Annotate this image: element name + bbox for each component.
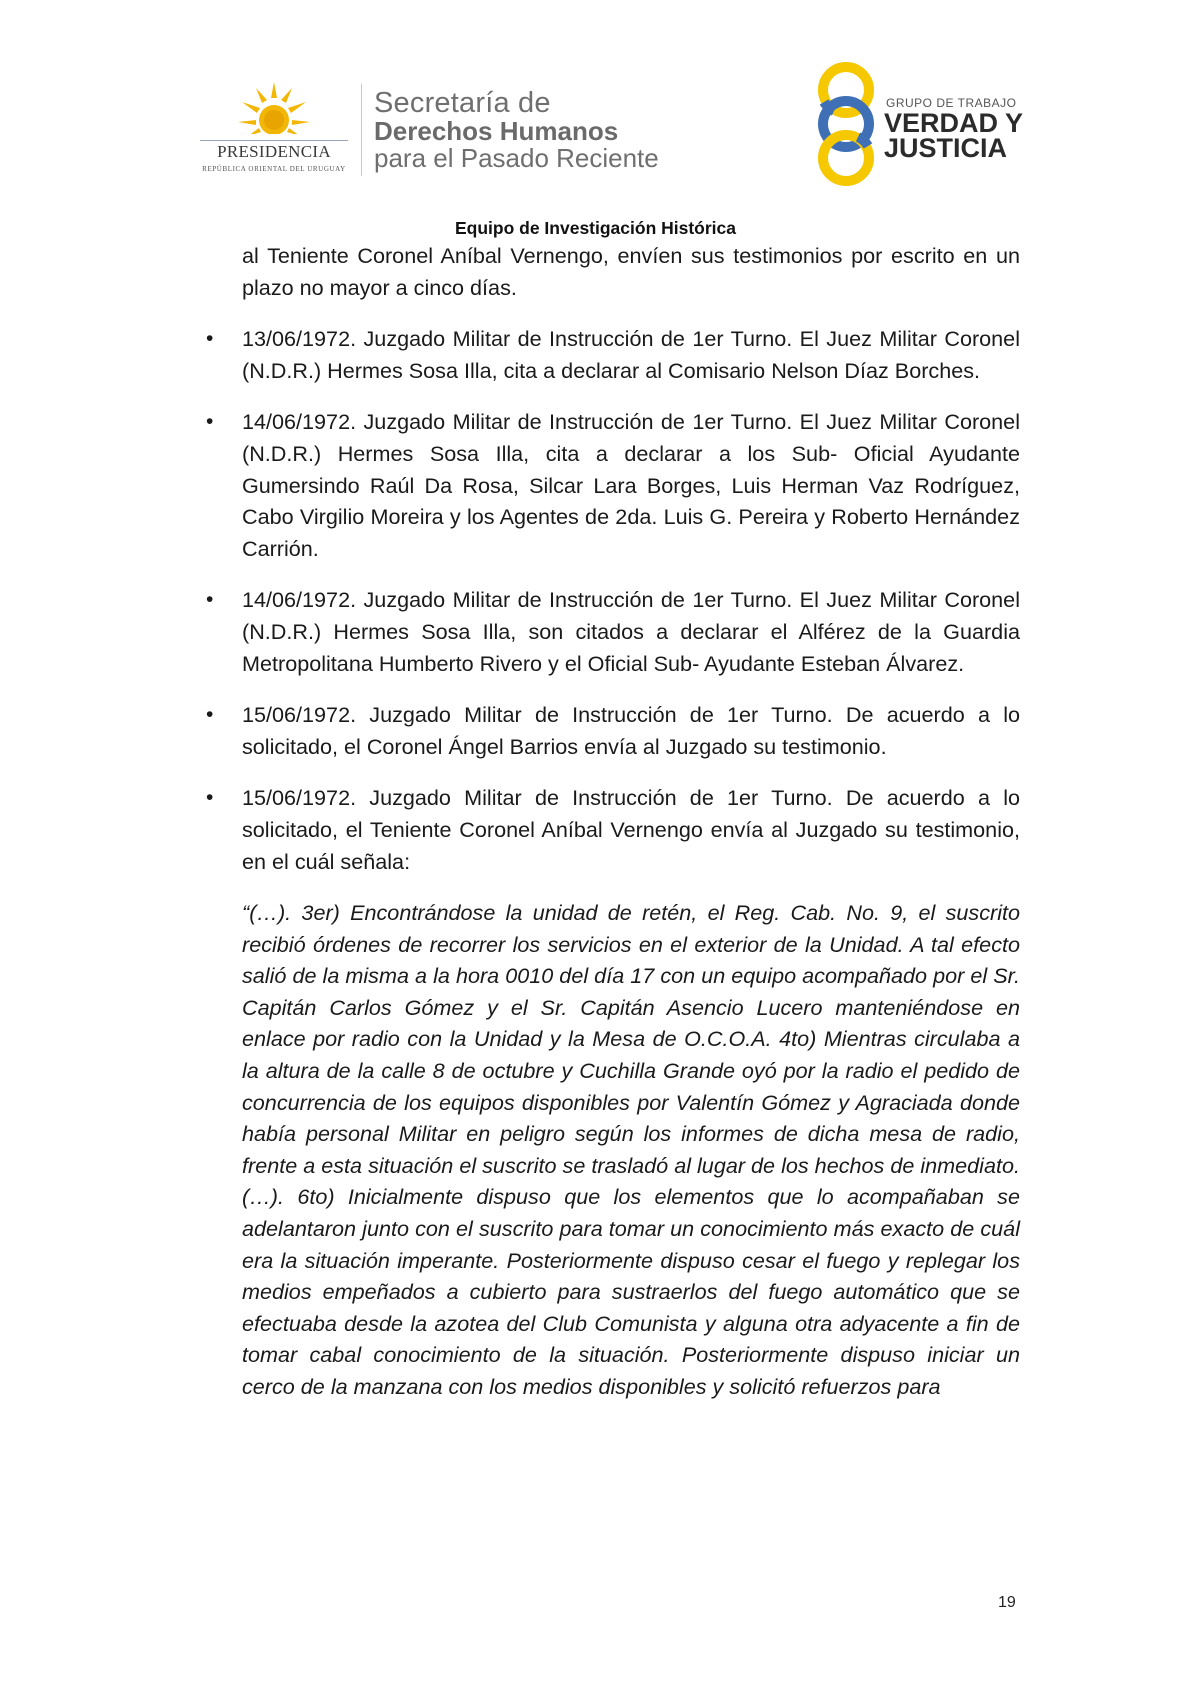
- list-item: [206, 699, 1020, 762]
- page-header: [0, 0, 1191, 215]
- presidencia-subtitle: REPÚBLICA ORIENTAL DEL URUGUAY: [202, 165, 346, 173]
- list-item-text: 15/06/1972. Juzgado Militar de Instrucción de 1er Turno. De acuerdo a lo solicitado, el Coronel Ángel Barrios envía al Juzgado su testimonio.: [242, 702, 1020, 759]
- verdad-justicia-logo: [812, 62, 1032, 187]
- grupo-trabajo-label: GRUPO DE TRABAJO: [886, 96, 1017, 110]
- presidencia-divider: [200, 140, 348, 141]
- bullet-marker: •: [206, 327, 214, 351]
- list-item-text: 13/06/1972. Juzgado Militar de Instrucción de 1er Turno. El Juez Militar Coronel (N.D.R.) Hermes Sosa Illa, cita a declarar al Comisario Nelson Díaz Borches.: [242, 326, 1020, 383]
- bullet-marker: •: [206, 410, 214, 434]
- list-item: [206, 323, 1020, 386]
- logo-divider: [361, 84, 362, 176]
- continuation-paragraph: al Teniente Coronel Aníbal Vernengo, envíen sus testimonios por escrito en un plazo no mayor a cinco días.: [242, 243, 1020, 300]
- interlocked-rings-icon: [812, 62, 884, 187]
- list-item-text: 14/06/1972. Juzgado Militar de Instrucción de 1er Turno. El Juez Militar Coronel (N.D.R.) Hermes Sosa Illa, son citados a declarar el Alférez de la Guardia Metropolitana Humberto Rivero y el Oficial Sub- Ayudante Esteban Álvarez.: [242, 587, 1020, 676]
- bullet-marker: •: [206, 588, 214, 612]
- list-item: [206, 584, 1020, 679]
- list-item: [206, 782, 1020, 877]
- list-item-text: 15/06/1972. Juzgado Militar de Instrucción de 1er Turno. De acuerdo a lo solicitado, el Teniente Coronel Aníbal Vernengo envía al Juzgado su testimonio, en el cuál señala:: [242, 785, 1020, 874]
- justicia-label: JUSTICIA: [884, 133, 1008, 163]
- secretaria-logo-text: [374, 88, 659, 172]
- document-body: [206, 240, 1020, 1403]
- secretaria-line-3: para el Pasado Reciente: [374, 143, 659, 173]
- secretaria-line-2: Derechos Humanos: [374, 116, 619, 146]
- secretaria-line-1: Secretaría de: [374, 87, 551, 119]
- testimony-quote: “(…). 3er) Encontrándose la unidad de retén, el Reg. Cab. No. 9, el suscrito recibió órdenes de recorrer los servicios en el exterior de la Unidad. A tal efecto salió de la misma a la hora 0010 del día 17 con un equipo acompañado por el Sr. Capitán Carlos Gómez y el Sr. Capitán Asencio Lucero manteniéndose en enlace por radio con la Unidad y la Mesa de O.C.O.A. 4to) Mientras circulaba a la altura de la calle 8 de octubre y Cuchilla Grande oyó por la radio el pedido de concurrencia de los equipos disponibles por Valentín Gómez y Agraciada donde había personal Militar en peligro según los informes de dicha mesa de radio, frente a esta situación el suscrito se trasladó al lugar de los hechos de inmediato. (…). 6to) Inicialmente dispuso que los elementos que lo acompañaban se adelantaron junto con el suscrito para tomar un conocimiento más exacto de cuál era la situación imperante. Posteriormente dispuso cesar el fuego y replegar los medios empeñados a cubierto para sustraerlos del fuego automático que se efectuaba desde la azotea del Club Comunista y alguna otra adyacente a fin de tomar cabal conocimiento de la situación. Posteriormente dispuso iniciar un cerco de la manzana con los medios disponibles y solicitó refuerzos para: [242, 900, 1020, 1399]
- list-item: [206, 406, 1020, 564]
- presidencia-name: PRESIDENCIA: [217, 142, 331, 161]
- list-item-text: 14/06/1972. Juzgado Militar de Instrucción de 1er Turno. El Juez Militar Coronel (N.D.R.) Hermes Sosa Illa, cita a declarar a los Sub- Oficial Ayudante Gumersindo Raúl Da Rosa, Silcar Lara Borges, Luis Herman Vaz Rodríguez, Cabo Virgilio Moreira y los Agentes de 2da. Luis G. Pereira y Roberto Hernández Carrión.: [242, 409, 1020, 561]
- page-number: 19: [998, 1594, 1016, 1611]
- bullet-marker: •: [206, 703, 214, 727]
- presidencia-logo: [196, 80, 352, 180]
- team-title: Equipo de Investigación Histórica: [454, 218, 737, 238]
- sun-emblem-icon: [236, 80, 312, 142]
- verdad-label: VERDAD Y: [884, 108, 1024, 138]
- bullet-marker: •: [206, 786, 214, 810]
